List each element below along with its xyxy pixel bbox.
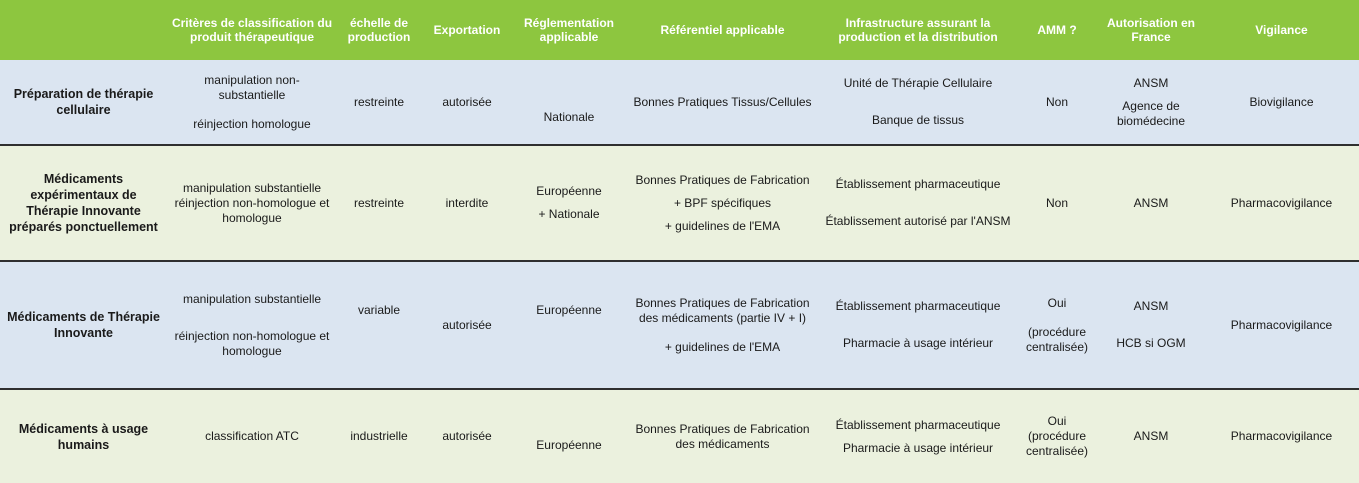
- cell-line: HCB si OGM: [1116, 336, 1186, 350]
- row-title: Médicaments à usage humains: [0, 389, 167, 483]
- cell-line: Européenne: [536, 438, 602, 452]
- cell-line: + guidelines de l'EMA: [664, 339, 781, 354]
- cell-amm: [1016, 261, 1098, 389]
- cell-amm: [1016, 389, 1098, 483]
- cell-line: Établissement autorisé par l'ANSM: [825, 214, 1011, 228]
- cell-line: ANSM: [1133, 75, 1169, 90]
- cell-vigilance: Pharmacovigilance: [1204, 389, 1359, 483]
- cell-reglementation: [513, 389, 625, 483]
- cell-line: manipulation substantielle: [182, 291, 322, 306]
- table-row: [0, 145, 1359, 261]
- cell-line: Oui: [1047, 295, 1067, 310]
- header-echelle: échelle de production: [337, 0, 421, 60]
- cell-infrastructure: [820, 261, 1016, 389]
- cell-referentiel: [625, 145, 820, 261]
- row-title: Médicaments expérimentaux de Thérapie Innovante préparés ponctuellement: [0, 145, 167, 261]
- cell-line: réinjection non-homologue et homologue: [174, 328, 330, 358]
- row-title: Préparation de thérapie cellulaire: [0, 60, 167, 145]
- cell-exportation: autorisée: [421, 389, 513, 483]
- cell-exportation: autorisée: [421, 261, 513, 389]
- cell-infrastructure: [820, 389, 1016, 483]
- header-corner-cell: [0, 0, 167, 60]
- cell-vigilance: Biovigilance: [1204, 60, 1359, 145]
- cell-line: ANSM: [1133, 299, 1169, 313]
- cell-echelle: restreinte: [337, 60, 421, 145]
- cell-referentiel: Bonnes Pratiques Tissus/Cellules: [625, 60, 820, 145]
- header-row: [0, 0, 1359, 60]
- cell-exportation: interdite: [421, 145, 513, 261]
- cell-line: Pharmacie à usage intérieur: [842, 336, 994, 350]
- table-row: [0, 261, 1359, 389]
- cell-line: + guidelines de l'EMA: [664, 218, 781, 233]
- header-amm: AMM ?: [1016, 0, 1098, 60]
- cell-referentiel: [625, 261, 820, 389]
- cell-autorisation: ANSM: [1098, 389, 1204, 483]
- cell-line: variable: [357, 302, 401, 317]
- cell-criteres: [167, 145, 337, 261]
- header-autorisation: Autorisation en France: [1098, 0, 1204, 60]
- cell-amm: Non: [1016, 60, 1098, 145]
- cell-line: Agence de biomédecine: [1116, 98, 1186, 128]
- cell-line: Nationale: [543, 109, 595, 124]
- cell-line: Établissement pharmaceutique: [835, 177, 1001, 191]
- cell-line: Pharmacie à usage intérieur: [842, 440, 994, 455]
- cell-amm: Non: [1016, 145, 1098, 261]
- table-row: [0, 389, 1359, 483]
- cell-criteres: [167, 261, 337, 389]
- cell-criteres: [167, 60, 337, 145]
- cell-echelle: [337, 261, 421, 389]
- cell-line: Établissement pharmaceutique: [835, 299, 1001, 313]
- cell-exportation: autorisée: [421, 60, 513, 145]
- cell-line: (procédure centralisée): [1025, 324, 1089, 354]
- cell-reglementation: [513, 60, 625, 145]
- cell-vigilance: Pharmacovigilance: [1204, 261, 1359, 389]
- cell-referentiel: Bonnes Pratiques de Fabrication des médicaments: [625, 389, 820, 483]
- cell-line: Européenne: [536, 184, 602, 198]
- cell-autorisation: [1098, 60, 1204, 145]
- cell-line: + Nationale: [538, 207, 600, 221]
- cell-line: + BPF spécifiques: [673, 195, 772, 210]
- header-infrastructure: Infrastructure assurant la production et la distribution: [820, 0, 1016, 60]
- cell-line: manipulation non-substantielle: [204, 72, 300, 102]
- cell-echelle: industrielle: [337, 389, 421, 483]
- cell-line: Européenne: [536, 302, 602, 317]
- cell-infrastructure: [820, 60, 1016, 145]
- cell-reglementation: [513, 145, 625, 261]
- cell-line: Bonnes Pratiques de Fabrication: [635, 172, 810, 187]
- header-criteres: Critères de classification du produit thérapeutique: [167, 0, 337, 60]
- cell-line: réinjection homologue: [193, 116, 311, 131]
- cell-echelle: restreinte: [337, 145, 421, 261]
- cell-line: réinjection non-homologue et homologue: [174, 195, 330, 225]
- cell-line: Bonnes Pratiques de Fabrication des médicaments (partie IV + I): [635, 295, 810, 325]
- header-vigilance: Vigilance: [1204, 0, 1359, 60]
- header-exportation: Exportation: [421, 0, 513, 60]
- row-title: Médicaments de Thérapie Innovante: [0, 261, 167, 389]
- header-reglementation: Réglementation applicable: [513, 0, 625, 60]
- cell-autorisation: ANSM: [1098, 145, 1204, 261]
- cell-line: (procédure centralisée): [1025, 429, 1089, 458]
- cell-criteres: classification ATC: [167, 389, 337, 483]
- cell-line: Oui: [1047, 414, 1067, 428]
- cell-reglementation: [513, 261, 625, 389]
- cell-vigilance: Pharmacovigilance: [1204, 145, 1359, 261]
- cell-line: manipulation substantielle: [182, 180, 322, 195]
- cell-line: Banque de tissus: [871, 113, 965, 127]
- cell-autorisation: [1098, 261, 1204, 389]
- cell-line: Établissement pharmaceutique: [835, 417, 1001, 432]
- table-row: [0, 60, 1359, 145]
- header-referentiel: Référentiel applicable: [625, 0, 820, 60]
- cell-infrastructure: [820, 145, 1016, 261]
- cell-line: Unité de Thérapie Cellulaire: [843, 76, 993, 90]
